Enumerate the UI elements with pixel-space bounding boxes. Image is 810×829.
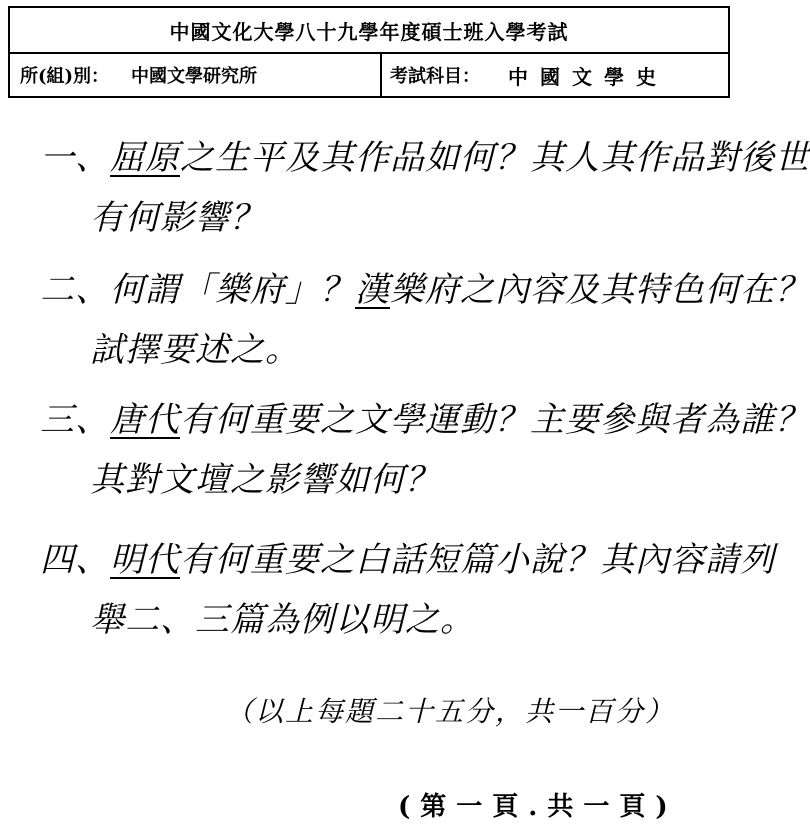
question-4 — [40, 530, 775, 650]
question-2-line-1 — [40, 260, 810, 320]
question-2-line-2: 試擇要述之。 — [90, 330, 300, 370]
department-field — [20, 54, 257, 96]
question-3-line-1 — [40, 390, 810, 450]
subject-field — [390, 54, 668, 96]
question-1-rest: 之生平及其作品如何？其人其作品對後世 — [180, 138, 810, 178]
exam-info-row — [10, 54, 728, 96]
question-2-prefix: 二、何謂「樂府」？ — [40, 270, 355, 310]
exam-header-box — [8, 6, 730, 98]
question-4-line-1 — [40, 530, 775, 590]
question-1-prefix: 一、 — [40, 138, 110, 178]
question-3-rest: 有何重要之文學運動？主要參與者為誰？ — [180, 400, 810, 440]
question-1-underlined: 屈原 — [110, 138, 180, 178]
question-3-line-2: 其對文壇之影響如何？ — [90, 460, 440, 500]
question-4-prefix: 四、 — [40, 540, 110, 580]
scoring-note: （以上每題二十五分，共一百分） — [225, 695, 676, 728]
question-3-underlined: 唐代 — [110, 400, 180, 440]
question-4-rest: 有何重要之白話短篇小說？其內容請列 — [180, 540, 775, 580]
department-label: 所(組)別： — [20, 66, 110, 87]
question-2 — [40, 260, 810, 380]
question-2-underlined: 漢 — [355, 270, 390, 310]
question-1-line-2: 有何影響？ — [90, 198, 265, 238]
question-3 — [40, 390, 810, 510]
question-4-underlined: 明代 — [110, 540, 180, 580]
question-4-line-2: 舉二、三篇為例以明之。 — [90, 600, 475, 640]
info-divider — [380, 54, 382, 96]
question-1 — [40, 128, 810, 248]
exam-title: 中國文化大學八十九學年度碩士班入學考試 — [10, 8, 728, 54]
question-3-prefix: 三、 — [40, 400, 110, 440]
subject-label: 考試科目： — [390, 66, 480, 87]
page-footer: (第一頁.共一頁) — [398, 792, 678, 822]
subject-value: 中國文學史 — [508, 64, 668, 89]
department-value: 中國文學研究所 — [131, 66, 258, 87]
question-1-line-1 — [40, 128, 810, 188]
question-2-rest: 樂府之內容及其特色何在？ — [390, 270, 810, 310]
